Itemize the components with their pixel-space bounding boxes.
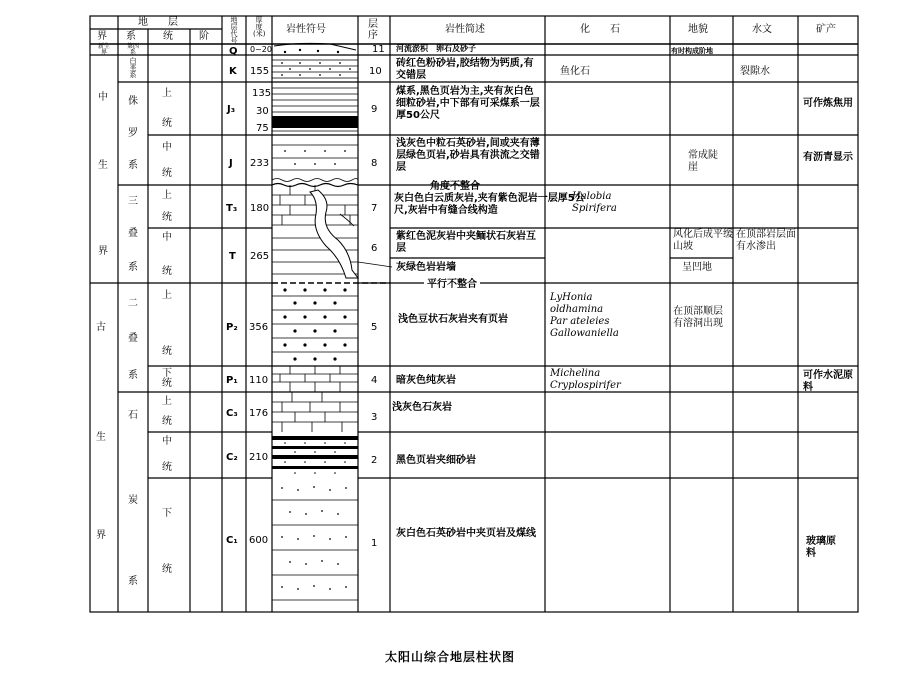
desc-7: 灰白色白云质灰岩,夹有紫色泥岩一层厚5公尺,灰岩中有缝合线构造: [394, 193, 585, 216]
fossil-4-a: Michelina: [550, 368, 601, 379]
code-p2: P₂: [226, 322, 238, 333]
layer-no-7: 7: [371, 203, 378, 214]
system-permian-1: 二: [128, 298, 138, 309]
series-p-upper-2: 统: [162, 346, 172, 357]
desc-10: 砖红色粉砂岩,胶结物为钙质,有交错层: [396, 58, 534, 81]
code-t: T: [229, 251, 236, 262]
system-triassic-1: 三: [128, 196, 138, 207]
header-thickness: 厚度(米): [253, 16, 266, 38]
fossil-7-b: Spirifera: [572, 203, 617, 214]
header-tong: 统: [163, 31, 173, 42]
unconformity-parallel: 平行不整合: [424, 279, 480, 291]
header-xi: 系: [126, 31, 136, 42]
system-quaternary: 第四系: [127, 43, 140, 56]
thickness-j3-c: 75: [256, 123, 269, 134]
series-j-middle-1: 中: [162, 142, 172, 153]
fossil-5-a: LyHonia: [550, 292, 593, 303]
series-c-middle-1: 中: [162, 436, 172, 447]
fossil-4-b: Cryplospirifer: [550, 380, 621, 391]
layer-no-6: 6: [371, 243, 378, 254]
thickness-p2: 356: [249, 322, 269, 333]
header-stratum: 地 层: [138, 17, 178, 28]
system-carboniferous-2: 炭: [128, 495, 138, 506]
layer-no-5: 5: [371, 322, 378, 333]
code-c3: C₃: [226, 408, 238, 419]
fossil-10: 鱼化石: [560, 66, 590, 77]
series-j-upper-2: 统: [162, 118, 172, 129]
desc-9: 煤系,黑色页岩为主,夹有灰白色细粒砂岩,中下部有可采煤系一层厚50公尺: [396, 86, 540, 121]
header-jie: 界: [97, 31, 107, 42]
hydro-6: 在顶部岩层面有水渗出: [736, 229, 796, 252]
desc-6: 紫红色泥灰岩中夹鲕状石灰岩互层: [396, 231, 536, 254]
era-mesozoic-3: 界: [98, 246, 108, 257]
figure-caption: 太阳山综合地层柱状图: [384, 650, 515, 664]
series-c-middle-2: 统: [162, 462, 172, 473]
code-c1: C₁: [226, 535, 238, 546]
layer-no-2: 2: [371, 455, 378, 466]
desc-8: 浅灰色中粒石英砂岩,间或夹有薄层绿色页岩,砂岩具有洪流之交错层: [396, 138, 540, 173]
system-permian-3: 系: [128, 370, 138, 381]
series-p-upper-1: 上: [162, 290, 172, 301]
fossil-5-b: oldhamina: [550, 304, 604, 315]
system-jurassic-1: 侏: [128, 96, 138, 107]
series-j-middle-2: 统: [162, 168, 172, 179]
code-c2: C₂: [226, 452, 238, 463]
system-jurassic-2: 罗: [128, 128, 138, 139]
series-t-upper-2: 统: [162, 212, 172, 223]
thickness-t3: 180: [250, 203, 270, 214]
era-cenozoic: 新生界: [98, 43, 111, 56]
era-mesozoic-2: 生: [98, 160, 108, 171]
header-desc: 岩性简述: [445, 24, 485, 35]
system-triassic-2: 叠: [128, 228, 138, 239]
landform-8: 常成陡崖: [688, 150, 718, 173]
mineral-9: 可作炼焦用: [803, 98, 853, 109]
layer-no-11: 11: [372, 44, 385, 55]
code-j: J: [229, 158, 233, 169]
series-j-upper-1: 上: [162, 88, 172, 99]
thickness-k: 155: [250, 66, 270, 77]
era-mesozoic-1: 中: [98, 92, 108, 103]
fossil-5-d: Gallowaniella: [550, 328, 619, 339]
header-lithology-symbol: 岩性符号: [286, 24, 326, 35]
landform-dike: 呈凹地: [682, 262, 712, 273]
mineral-1: 玻璃原料: [806, 536, 836, 559]
series-c-lower-1: 下: [162, 508, 172, 519]
series-t-upper-1: 上: [162, 190, 172, 201]
layer-no-8: 8: [371, 158, 378, 169]
series-t-middle-1: 中: [162, 232, 172, 243]
layer-no-10: 10: [369, 66, 382, 77]
fossil-7-a: Halobia: [572, 191, 612, 202]
era-paleozoic-2: 生: [96, 432, 106, 443]
thickness-p1: 110: [249, 375, 269, 386]
system-carboniferous-3: 系: [128, 576, 138, 587]
landform-11: 有时构成阶地: [671, 47, 713, 55]
header-jieduan: 阶: [199, 31, 209, 42]
code-p1: P₁: [226, 375, 238, 386]
unconformity-angular: 角度不整合: [430, 181, 480, 192]
series-t-middle-2: 统: [162, 266, 172, 277]
landform-6: 风化后成平缓山坡: [673, 229, 733, 252]
system-triassic-3: 系: [128, 262, 138, 273]
header-layer-no: 层序: [368, 19, 378, 41]
desc-11: 河流淤积 卵石及砂子: [396, 44, 476, 53]
header-mineral: 矿产: [816, 24, 836, 35]
desc-4: 暗灰色纯灰岩: [396, 375, 456, 386]
desc-1: 灰白色石英砂岩中夹页岩及煤线: [396, 528, 536, 539]
mineral-8: 有沥青显示: [803, 152, 853, 163]
layer-no-3: 3: [371, 412, 378, 423]
thickness-j3-b: 30: [256, 106, 269, 117]
system-cretaceous: 白垩系: [129, 57, 137, 79]
thickness-t: 265: [250, 251, 270, 262]
series-c-upper-2: 统: [162, 416, 172, 427]
desc-2: 黑色页岩夹细砂岩: [396, 455, 476, 466]
layer-no-9: 9: [371, 104, 378, 115]
header-fossil: 化 石: [580, 24, 620, 35]
header-code: 地层代号: [230, 16, 238, 45]
era-paleozoic-3: 界: [96, 530, 106, 541]
code-k: K: [229, 66, 237, 77]
layer-no-4: 4: [371, 375, 378, 386]
thickness-j3-a: 135: [252, 88, 272, 99]
series-c-upper-1: 上: [162, 396, 172, 407]
fossil-5-c: Par ateleies: [550, 316, 610, 327]
thickness-j: 233: [250, 158, 270, 169]
era-paleozoic-1: 古: [96, 322, 106, 333]
header-landform: 地貌: [688, 24, 708, 35]
code-q: Q: [229, 46, 238, 57]
system-carboniferous-1: 石: [128, 410, 138, 421]
mineral-4: 可作水泥原料: [803, 370, 853, 393]
series-p-lower-1: 下: [162, 368, 172, 379]
desc-dike: 灰绿色岩岩墙: [396, 262, 456, 273]
hydro-10: 裂隙水: [740, 66, 770, 77]
series-c-lower-2: 统: [162, 564, 172, 575]
thickness-c2: 210: [249, 452, 269, 463]
thickness-c1: 600: [249, 535, 269, 546]
code-j3: J₃: [227, 104, 236, 115]
thickness-q: 0~20: [250, 45, 272, 54]
header-hydro: 水文: [752, 24, 772, 35]
thickness-c3: 176: [249, 408, 269, 419]
system-jurassic-3: 系: [128, 160, 138, 171]
series-p-lower-2: 统: [162, 378, 172, 389]
system-permian-2: 叠: [128, 333, 138, 344]
landform-5: 在顶部顺层有溶洞出现: [673, 306, 723, 329]
desc-3: 浅灰色石灰岩: [392, 402, 452, 413]
desc-5: 浅色豆状石灰岩夹有页岩: [398, 314, 508, 325]
layer-no-1: 1: [371, 538, 378, 549]
code-t3: T₃: [226, 203, 238, 214]
